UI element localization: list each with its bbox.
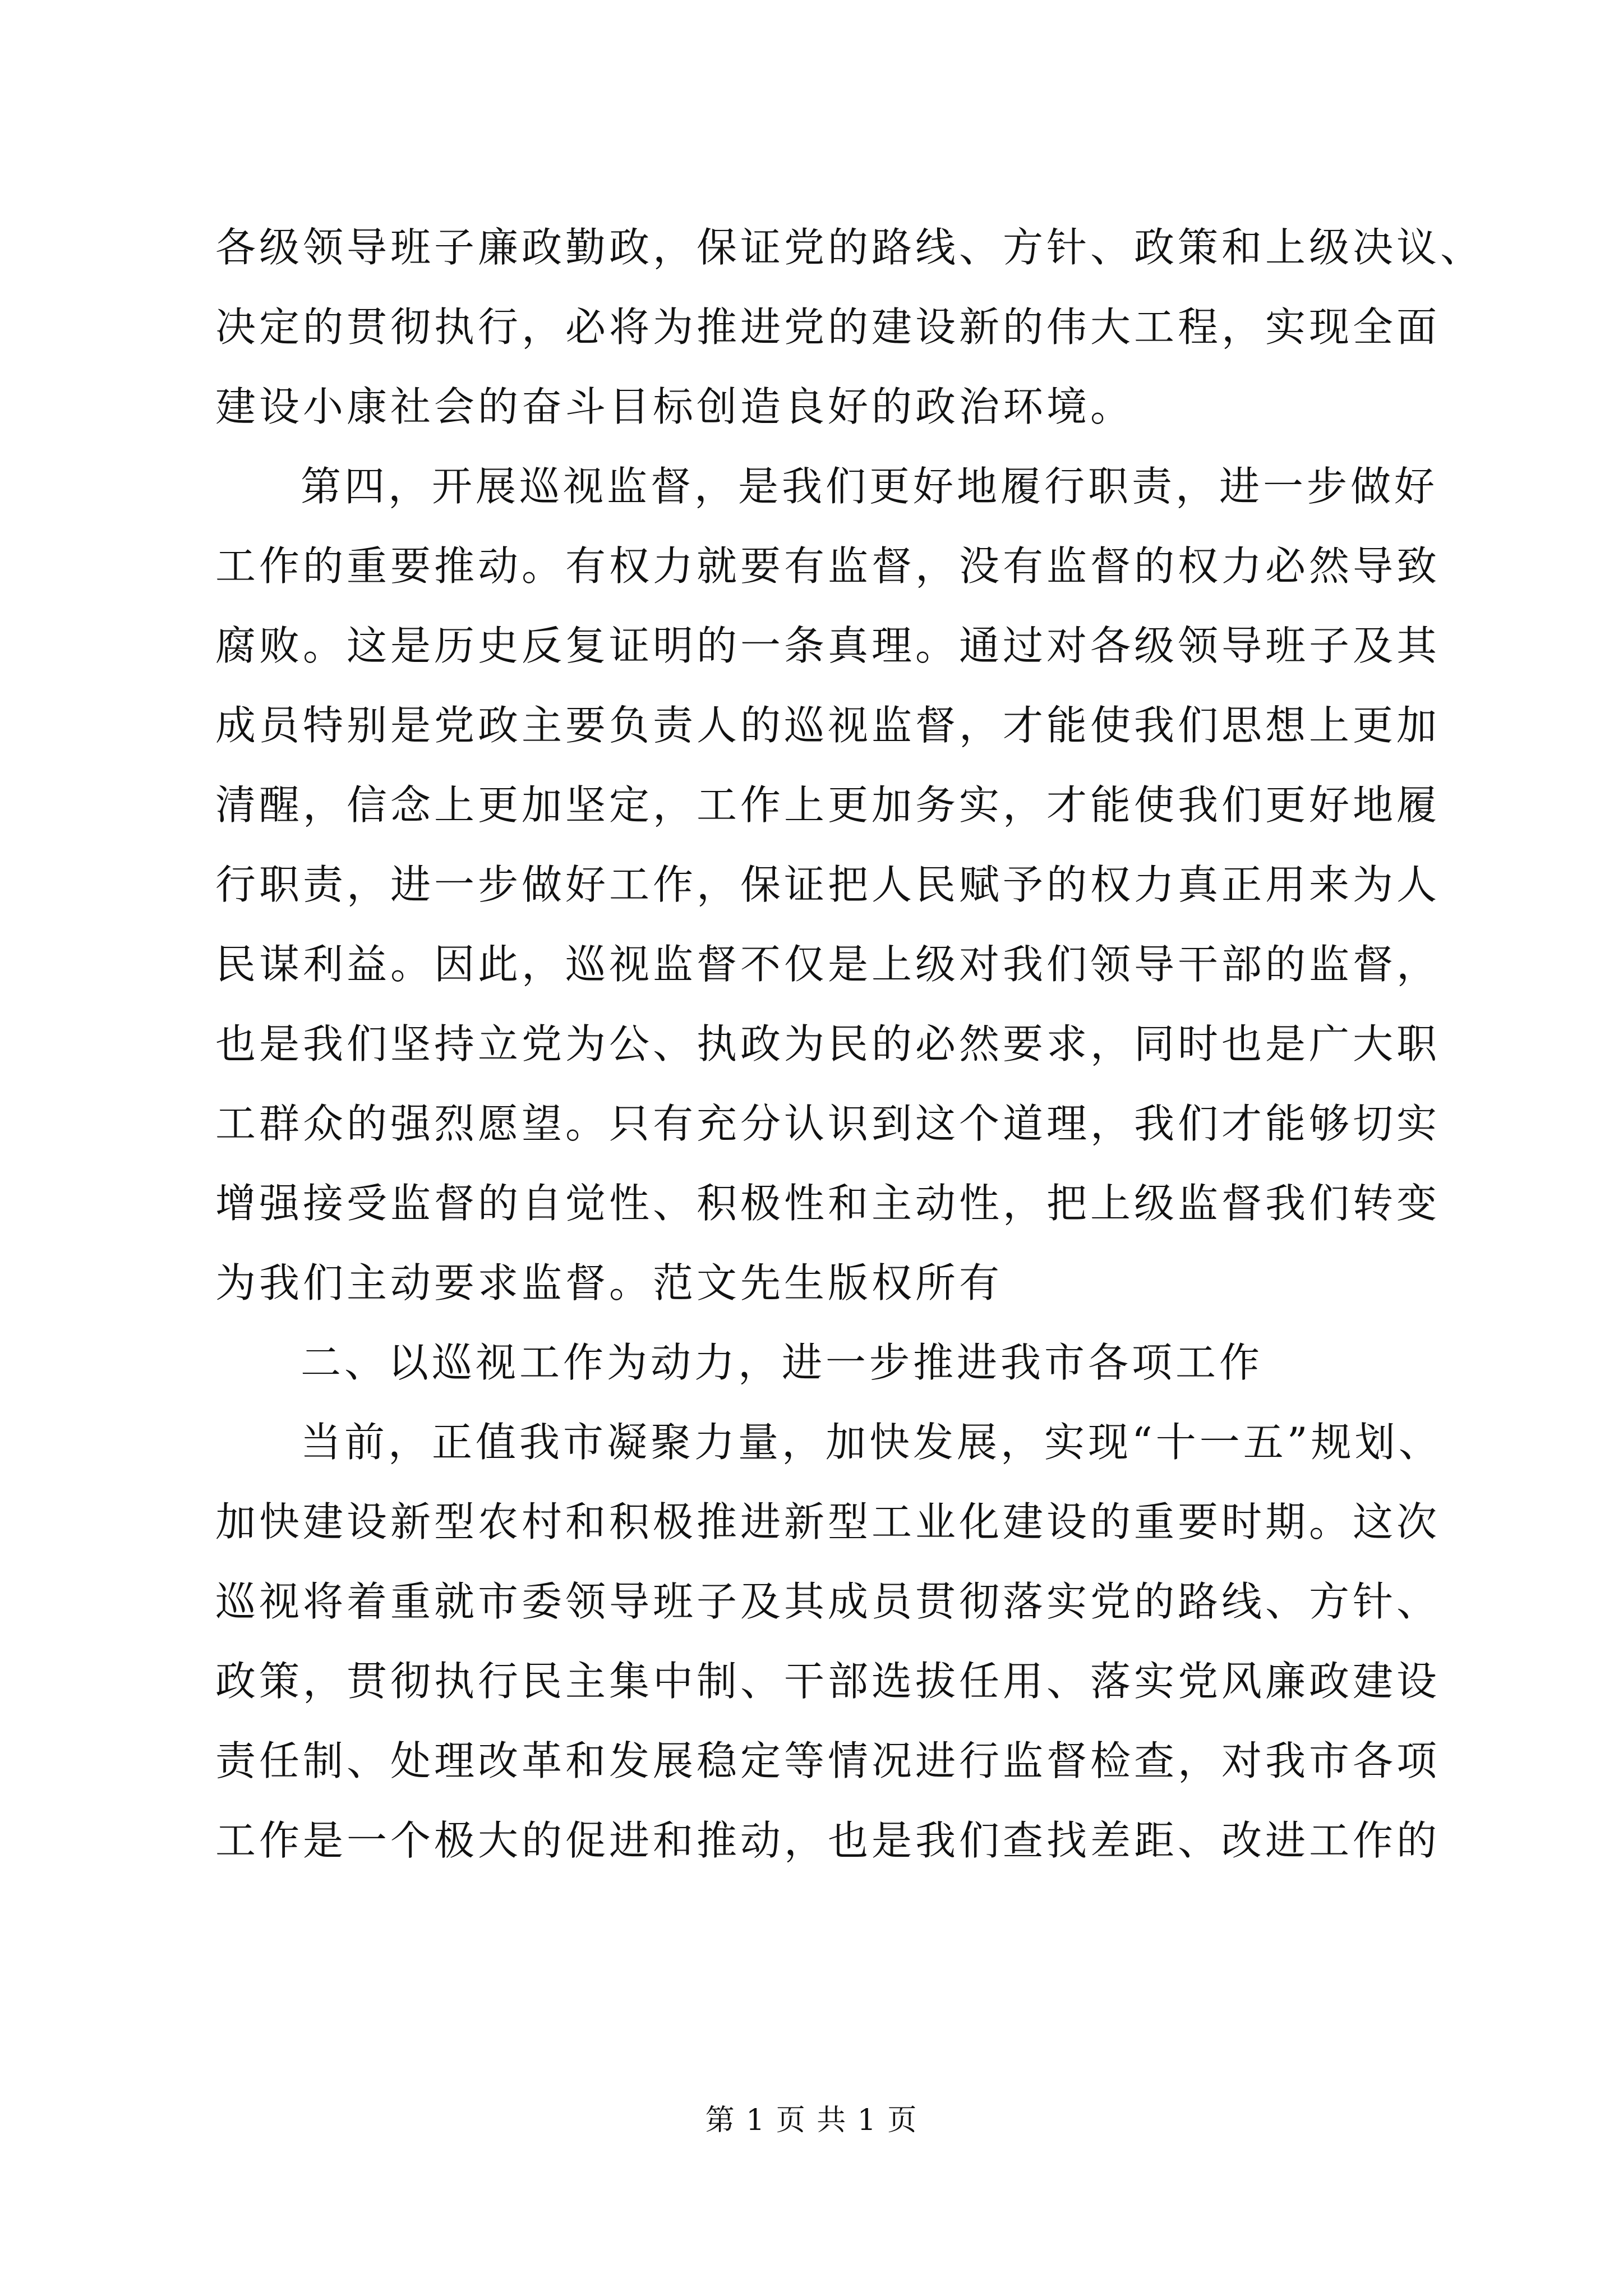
text-line: 建设小康社会的奋斗目标创造良好的政治环境。 xyxy=(215,383,1135,430)
text-line: 也是我们坚持立党为公、执政为民的必然要求，同时也是广大职 xyxy=(215,1020,1441,1068)
page-footer: 第 1 页 共 1 页 xyxy=(705,2104,918,2137)
text-line: 清醒，信念上更加坚定，工作上更加务实，才能使我们更好地履 xyxy=(215,781,1441,829)
text-line: 决定的贯彻执行，必将为推进党的建设新的伟大工程，实现全面 xyxy=(215,303,1441,351)
text-line: 政策，贯彻执行民主集中制、干部选拔任用、落实党风廉政建设 xyxy=(215,1658,1441,1705)
body-text xyxy=(215,208,1484,1880)
text-line: 为我们主动要求监督。范文先生版权所有 xyxy=(215,1259,1003,1306)
text-line: 责任制、处理改革和发展稳定等情况进行监督检查，对我市各项 xyxy=(215,1737,1441,1784)
paragraph-start-line: 当前，正值我市凝聚力量，加快发展，实现“十一五”规划、 xyxy=(301,1419,1442,1466)
text-line: 成员特别是党政主要负责人的巡视监督，才能使我们思想上更加 xyxy=(215,702,1441,749)
text-line: 加快建设新型农村和积极推进新型工业化建设的重要时期。这次 xyxy=(215,1498,1441,1545)
text-line: 增强接受监督的自觉性、积极性和主动性，把上级监督我们转变 xyxy=(215,1180,1441,1227)
section-heading: 二、以巡视工作为动力，进一步推进我市各项工作 xyxy=(301,1339,1264,1386)
text-line: 工作的重要推动。有权力就要有监督，没有监督的权力必然导致 xyxy=(215,542,1441,590)
paragraph-start-line: 第四，开展巡视监督，是我们更好地履行职责，进一步做好 xyxy=(301,463,1438,510)
text-line: 各级领导班子廉政勤政，保证党的路线、方针、政策和上级决议、 xyxy=(215,224,1484,271)
text-line: 行职责，进一步做好工作，保证把人民赋予的权力真正用来为人 xyxy=(215,861,1441,908)
text-line: 工作是一个极大的促进和推动，也是我们查找差距、改进工作的 xyxy=(215,1817,1441,1864)
text-line: 巡视将着重就市委领导班子及其成员贯彻落实党的路线、方针、 xyxy=(215,1578,1441,1625)
text-line: 腐败。这是历史反复证明的一条真理。通过对各级领导班子及其 xyxy=(215,622,1441,669)
text-line: 民谋利益。因此，巡视监督不仅是上级对我们领导干部的监督， xyxy=(215,941,1441,988)
text-line: 工群众的强烈愿望。只有充分认识到这个道理，我们才能够切实 xyxy=(215,1100,1441,1147)
